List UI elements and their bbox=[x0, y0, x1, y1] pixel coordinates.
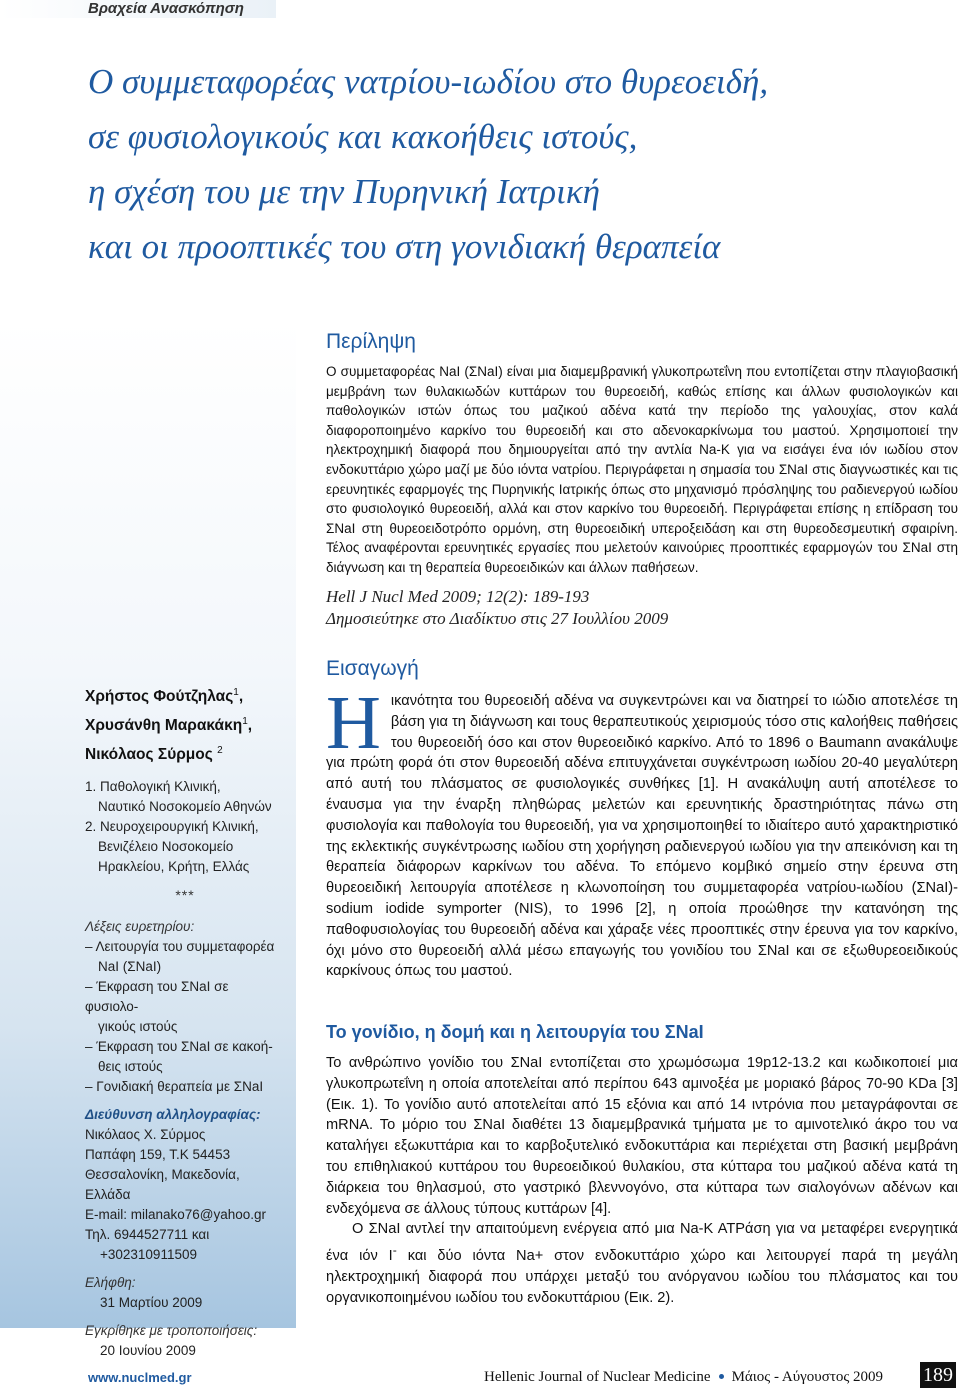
keyword-line: – Λειτουργία του συμμεταφορέα bbox=[85, 939, 275, 955]
author-affiliation-mark: 1 bbox=[233, 687, 239, 698]
email-link[interactable]: E-mail: milanako76@yahoo.gr bbox=[85, 1207, 267, 1223]
author-affiliation-mark: 2 bbox=[217, 745, 223, 757]
introduction-paragraph bbox=[326, 681, 958, 982]
correspondence-line: +302310911509 bbox=[100, 1247, 197, 1263]
introduction-section bbox=[326, 657, 958, 982]
affiliation-line: Βενιζέλειο Νοσοκομείο bbox=[98, 839, 234, 855]
author-info-column bbox=[85, 680, 285, 1361]
gene-heading: Το γονίδιο, η δομή και η λειτουργία του ΣNaI bbox=[326, 1022, 704, 1042]
author-affiliation-mark: 1 bbox=[242, 716, 248, 728]
correspondence-line: Νικόλαος Χ. Σύρμος bbox=[85, 1127, 206, 1143]
keyword-line: γικούς ιστούς bbox=[98, 1019, 178, 1035]
correspondence-line: Ελλάδα bbox=[85, 1187, 131, 1203]
title-line: Ο συμμεταφορέας νατρίου-ιωδίου στο θυρεοειδή, bbox=[88, 62, 769, 101]
page-footer bbox=[0, 1360, 960, 1391]
affiliation-line: 1. Παθολογική Κλινική, bbox=[85, 779, 221, 795]
abstract-heading: Περίληψη bbox=[326, 330, 416, 353]
keyword-line: – Έκφραση του ΣNaI σε κακοή- bbox=[85, 1039, 273, 1055]
title-line: σε φυσιολογικούς και κακοήθεις ιστούς, bbox=[88, 117, 638, 156]
accepted-date: 20 Ιουνίου 2009 bbox=[100, 1343, 196, 1359]
title-line: η σχέση του με την Πυρηνική Ιατρική bbox=[88, 172, 600, 211]
correspondence-line: Θεσσαλονίκη, Μακεδονία, bbox=[85, 1167, 240, 1183]
keyword-line: θεις ιστούς bbox=[98, 1059, 163, 1075]
gene-section bbox=[326, 1022, 958, 1308]
accepted-label: Εγκρίθηκε με τροποποιήσεις: bbox=[85, 1323, 258, 1339]
page-number: 189 bbox=[920, 1362, 956, 1388]
title-line: και οι προοπτικές του στη γονιδιακή θεραπεία bbox=[88, 227, 721, 266]
gene-text: Ο ΣNaI αντλεί την απαιτούμενη ενέργεια από μια Na-K ATPάση για να μεταφέρει ενεργητικά ένα ιόν I bbox=[326, 1221, 958, 1265]
author-name: Χρήστος Φούτζηλας bbox=[85, 688, 234, 706]
keywords bbox=[85, 917, 285, 1097]
author-list: Χρήστος Φούτζηλας$^1$, Χρυσάνθη Μαρακάκη$^1$, Νικόλαος Σύρμος $^2$ bbox=[85, 687, 253, 764]
affiliations bbox=[85, 777, 285, 877]
issue-date: Μάιος - Αύγουστος 2009 bbox=[731, 1369, 884, 1385]
received-date: 31 Μαρτίου 2009 bbox=[100, 1295, 203, 1311]
abstract-text: Ο συμμεταφορέας NaI (ΣNaI) είναι μια διαμεμβρανική γλυκοπρωτεΐνη που εντοπίζεται στην πλαγιοβασική μεμβράνη των θυλακιωδών κυττάρων του θυρεοειδή, καθώς επίσης και άλλων φυσιολογικών και παθολογικών ιστών όπως του μαζικού αδένα κατά την περίοδο της γαλουχίας, στον καλά διαφοροποιημένο καρκίνο του θυρεοειδή και στο αδενοκαρκίνωμα του μαστού. Χρησιμοποιεί την ηλεκτροχημική διαφορά που δημιουργείται από την αντλία Na-K για να εισάγει ένα ιόν ιωδίου στον ενδοκυττάριο χώρο μαζί με δύο ιόντα νατρίου. Περιγράφεται η σημασία του ΣNaI στις διαγνωστικές και τις ερευνητικές εφαρμογές της Πυρηνικής Ιατρικής όπως στο μηχανισμό πρόσληψης του ραδιενεργού ιωδίου στο φυσιολογικό θυρεοειδή, αλλά και στον καρκίνο του θυρεοειδή. Περιγράφεται επίσης η επίδραση του ΣNaI στη θυρεοειδοτρόπο ορμόνη, στη θυρεοειδική υπεροξειδάση και στη θυρεοδεσμευτική σφαιρίνη. Τέλος αναφέρονται ερευνητικές εργασίες που μελετούν καινούριες προοπτικές εφαρμογών του ΣNaI στη διάγνωση και τη θεραπεία θυρεοειδικών και άλλων παθήσεων. bbox=[326, 364, 958, 575]
drop-cap: Η bbox=[326, 681, 381, 765]
keyword-line: NaI (ΣNaI) bbox=[98, 959, 162, 975]
affiliation-line: Ηρακλείου, Κρήτη, Ελλάς bbox=[98, 859, 250, 875]
abstract-section bbox=[326, 330, 958, 630]
introduction-text: ικανότητα του θυρεοειδή αδένα να συγκεντρώνει και να διατηρεί το ιώδιο αποτελέσε τη βάση για τη διάγνωση και τους θεραπευτικούς χειρισμούς τόσο στις καλοήθεις παθήσεις του θυρεοειδή όσο και στον θυρεοειδικό καρκίνο. Από το 1896 ο Baumann ανακάλυψε για πρώτη φορά ότι στον θυρεοειδή αδένα επιτυγχάνεται συγκέντρωση ιωδίου 20-40 μεγαλύτερη από αυτή του πλάσματος σε φυσιολογικές συνθήκες [1]. Η ανακάλυψη αυτή αποτέλεσε το έναυσμα για την έναρξη πληθώρας μελετών και ερευνητικής δραστηριότητας πάνω στη φυσιολογία και παθολογία του θυρεοειδή, για να χρησιμοποιηθεί το ιδιαίτερο αυτό χαρακτηριστικό της εκλεκτικής συγκέντρωσης ιωδίου στη χορήγηση ραδιενεργού ιωδίου για την απεικόνιση και τη θεραπεία διάφορων καρκίνων του αδένα. Το επόμενο κομβικό σημείο στην έρευνα στη θυρεοειδική λειτουργία αποτέλεσε η κλωνοποίηση του συμμεταφορέα νατρίου-ιωδίου (ΣNaI)-sodium iodide symporter (NIS), το 1996 [2], η οποία προώθησε την κατανόηση της παθοφυσιολογίας του θυρεοειδή αδένα και χάραξε νέες προοπτικές στην έρευνα για τον καρκίνο, όχι μόνο στο θυρεοειδή αλλά μέσω επαγωγής του γονιδίου του ΣNaI και σε εξωθυρεοειδικούς καρκίνους όπως του μαστού. bbox=[326, 693, 958, 980]
gene-text: και δύο ιόντα Na+ στον ενδοκυττάριο χώρο και λειτουργεί παρά τη μεγάλη ηλεκτροχημική διαφορά που υπάρχει μεταξύ του ανόργανου ιωδίου του πλάσματος και του οργανικοποιημένου ιωδίου του ενδοκυττάριου (Εικ. 2). bbox=[326, 1248, 958, 1306]
keyword-line: – Έκφραση του ΣNaI σε φυσιολο- bbox=[85, 979, 229, 1015]
author-name: Χρυσάνθη Μαρακάκη bbox=[85, 717, 243, 735]
affiliation-line: 2. Νευροχειρουργική Κλινική, bbox=[85, 819, 259, 835]
gene-paragraph: Το ανθρώπινο γονίδιο του ΣNaI εντοπίζεται στο χρωμόσωμα 19p12-13.2 και κωδικοποιεί μια γλυκοπρωτεΐνη η οποία αποτελείται από περίπου 643 αμινοξέα με μοριακό βάρος 70-90 KDa [3] (Εικ. 1). Το γονίδιο αυτό αποτελείται από 15 εξόνια και από 14 ιντρόνια που μεταγράφονται σε mRNA. Το μόριο του ΣNaI διαθέτει 13 διαμεμβρανικά τμήματα με το αμινοτελικό άκρο του να καταλήγει εξωκυττάρια και το καρβοξυτελικό ενδοκυττάρια και περιέχεται στη βασική μεμβράνη του επιθηλιακού κυττάρου του θυρεοειδικού θυλακίου, στα κύτταρα του μαζικού αδένα κατά τη διάρκεια του θηλασμού, στο γαστρικό βλεννογόνο, στα κύτταρα των σιαλογόνων αδένων και ενδεχόμενα σε άλλους τύπους κυττάρων [4]. bbox=[326, 1055, 958, 1217]
journal-name: Hellenic Journal of Nuclear Medicine bbox=[484, 1369, 711, 1385]
citation-line: Hell J Nucl Med 2009; 12(2): 189-193 bbox=[326, 586, 590, 606]
author-name: Νικόλαος Σύρμος bbox=[85, 746, 213, 764]
affiliation-line: Ναυτικό Νοσοκομείο Αθηνών bbox=[98, 799, 272, 815]
journal-info bbox=[484, 1369, 883, 1386]
introduction-heading: Εισαγωγή bbox=[326, 657, 419, 680]
online-date: Δημοσιεύτηκε στο Διαδίκτυο στις 27 Ιουλλίου 2009 bbox=[326, 608, 669, 628]
section-tag-label: Βραχεία Ανασκόπηση bbox=[88, 0, 244, 17]
keywords-label: Λέξεις ευρετηρίου: bbox=[85, 919, 195, 935]
separator-stars: *** bbox=[175, 887, 195, 904]
received-label: Ελήφθη: bbox=[85, 1275, 136, 1291]
correspondence-line: Παπάφη 159, Τ.Κ 54453 bbox=[85, 1147, 231, 1163]
correspondence-line: Τηλ. 6944527711 και bbox=[85, 1227, 210, 1243]
website-link[interactable]: www.nuclmed.gr bbox=[88, 1370, 192, 1385]
keyword-line: – Γονιδιακή θεραπεία με ΣNaI bbox=[85, 1079, 264, 1095]
article-title bbox=[88, 54, 848, 274]
superscript: - bbox=[392, 1243, 397, 1258]
section-tag bbox=[0, 0, 276, 18]
bullet-icon bbox=[719, 1374, 724, 1379]
gene-paragraph bbox=[326, 1219, 958, 1308]
correspondence-label: Διεύθυνση αλληλογραφίας: bbox=[85, 1107, 261, 1123]
